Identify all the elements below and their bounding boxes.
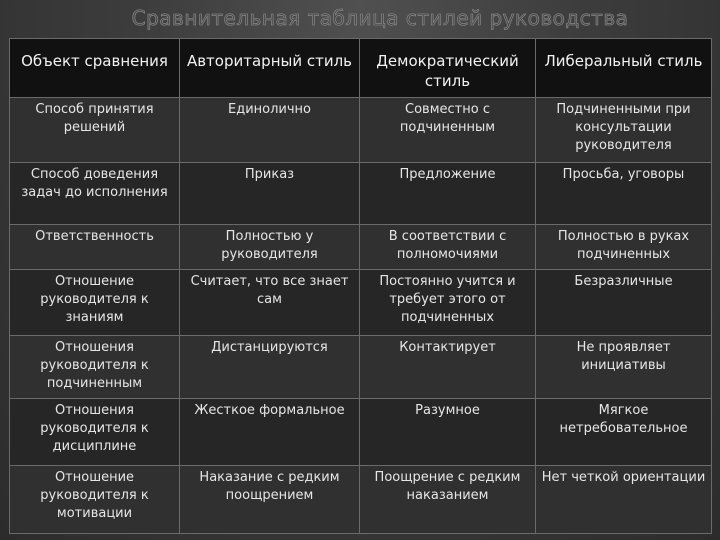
- cell-liberal: Безразличные: [536, 270, 712, 336]
- cell-authoritarian: Единолично: [180, 98, 360, 163]
- cell-democratic: Контактирует: [360, 336, 536, 399]
- cell-authoritarian: Приказ: [180, 163, 360, 225]
- header-comparison-object: Объект сравнения: [10, 39, 180, 98]
- cell-authoritarian: Считает, что все знает сам: [180, 270, 360, 336]
- row-label: Отношения руководителя к дисциплине: [10, 399, 180, 466]
- table-row: [10, 336, 712, 399]
- slide-title-text: Сравнительная таблица стилей руководства: [131, 6, 629, 30]
- cell-authoritarian: Жесткое формальное: [180, 399, 360, 466]
- table-row: [10, 399, 712, 466]
- cell-authoritarian: Наказание с редким поощрением: [180, 466, 360, 534]
- table-row: [10, 98, 712, 163]
- cell-liberal: Не проявляет инициативы: [536, 336, 712, 399]
- cell-democratic: Поощрение с редким наказанием: [360, 466, 536, 534]
- row-label: Способ принятия решений: [10, 98, 180, 163]
- cell-authoritarian: Дистанцируются: [180, 336, 360, 399]
- cell-democratic: Постоянно учится и требует этого от подчиненных: [360, 270, 536, 336]
- row-label: Ответственность: [10, 225, 180, 270]
- row-label: Отношение руководителя к знаниям: [10, 270, 180, 336]
- comparison-table: [9, 38, 712, 534]
- cell-democratic: Совместно с подчиненным: [360, 98, 536, 163]
- header-liberal: Либеральный стиль: [536, 39, 712, 98]
- cell-authoritarian: Полностью у руководителя: [180, 225, 360, 270]
- cell-democratic: Предложение: [360, 163, 536, 225]
- cell-liberal: Мягкое нетребовательное: [536, 399, 712, 466]
- table-row: [10, 466, 712, 534]
- cell-democratic: В соответствии с полномочиями: [360, 225, 536, 270]
- cell-liberal: Полностью в руках подчиненных: [536, 225, 712, 270]
- table-row: [10, 225, 712, 270]
- table-row: [10, 270, 712, 336]
- cell-liberal: Подчиненными при консультации руководителя: [536, 98, 712, 163]
- cell-liberal: Просьба, уговоры: [536, 163, 712, 225]
- table-row: [10, 163, 712, 225]
- row-label: Отношения руководителя к подчиненным: [10, 336, 180, 399]
- cell-liberal: Нет четкой ориентации: [536, 466, 712, 534]
- slide-title: [0, 6, 720, 30]
- header-authoritarian: Авторитарный стиль: [180, 39, 360, 98]
- row-label: Способ доведения задач до исполнения: [10, 163, 180, 225]
- header-democratic: Демократический стиль: [360, 39, 536, 98]
- row-label: Отношение руководителя к мотивации: [10, 466, 180, 534]
- cell-democratic: Разумное: [360, 399, 536, 466]
- header-row: [10, 39, 712, 98]
